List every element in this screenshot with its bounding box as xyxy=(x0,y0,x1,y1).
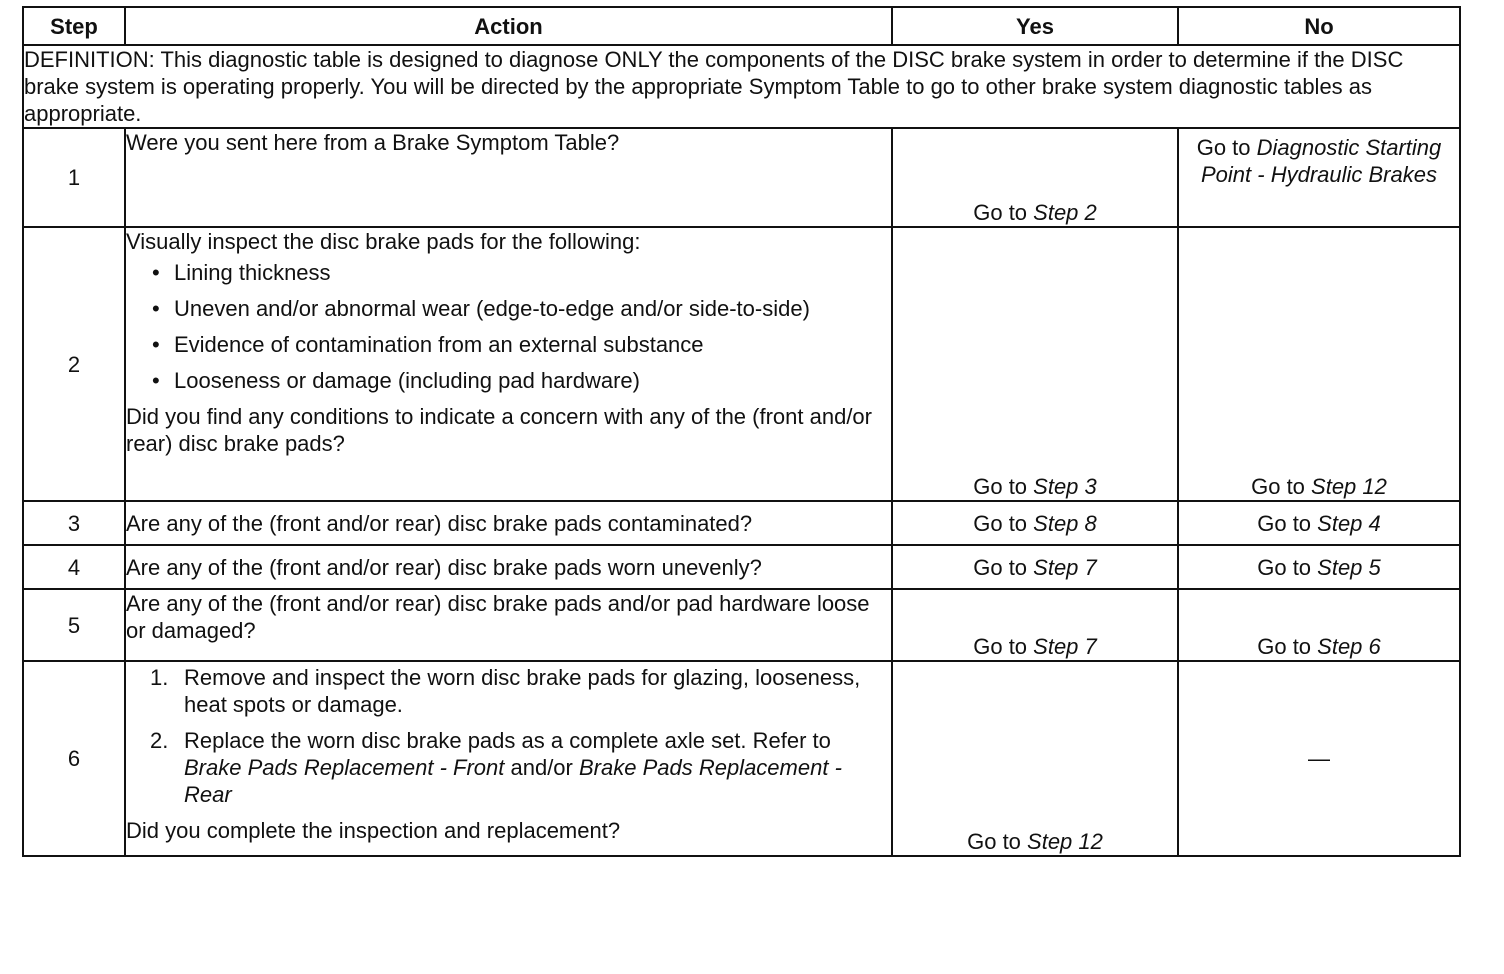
yes-prefix: Go to xyxy=(973,510,1034,536)
table-row xyxy=(23,128,1460,227)
instruction-number: 1. xyxy=(150,665,169,690)
list-item: • Lining thickness xyxy=(174,259,891,286)
table-row xyxy=(23,501,1460,545)
yes-prefix: Go to xyxy=(973,200,1034,225)
header-yes: Yes xyxy=(892,7,1178,45)
step-number: 4 xyxy=(23,545,125,589)
yes-cell xyxy=(892,589,1178,661)
yes-prefix: Go to xyxy=(973,474,1034,499)
action-cell xyxy=(125,589,892,661)
action-question: Did you find any conditions to indicate a concern with any of the (front and/or rear) disc brake pads? xyxy=(126,404,872,456)
no-prefix: Go to xyxy=(1257,510,1318,536)
step-number: 1 xyxy=(23,128,125,227)
instruction-item xyxy=(150,664,891,718)
step-number: 5 xyxy=(23,589,125,661)
yes-cell xyxy=(892,227,1178,501)
no-step-ref: Step 6 xyxy=(1317,634,1381,659)
diagnostic-table xyxy=(22,6,1461,857)
inspection-list xyxy=(126,259,891,394)
no-step-ref: Step 5 xyxy=(1317,554,1381,580)
procedure-ref: Brake Pads Replacement - Front xyxy=(184,755,505,780)
action-cell xyxy=(125,545,892,589)
no-dash: — xyxy=(1308,746,1330,771)
table-row xyxy=(23,661,1460,856)
step-number: 2 xyxy=(23,227,125,501)
instruction-item xyxy=(150,727,891,808)
header-action: Action xyxy=(125,7,892,45)
header-no: No xyxy=(1178,7,1460,45)
instruction-number: 2. xyxy=(150,728,169,753)
yes-cell xyxy=(892,545,1178,589)
no-step-ref: Step 12 xyxy=(1311,474,1387,499)
definition-row xyxy=(23,45,1460,128)
yes-step-ref: Step 7 xyxy=(1033,634,1097,659)
yes-prefix: Go to xyxy=(967,829,1028,854)
step-number: 3 xyxy=(23,501,125,545)
action-cell xyxy=(125,501,892,545)
no-prefix: Go to xyxy=(1251,474,1312,499)
yes-step-ref: Step 7 xyxy=(1033,554,1097,580)
yes-prefix: Go to xyxy=(973,634,1034,659)
action-cell xyxy=(125,128,892,227)
no-step-ref: Step 4 xyxy=(1317,510,1381,536)
no-cell xyxy=(1178,128,1460,227)
instruction-text: Remove and inspect the worn disc brake pads for glazing, looseness, heat spots or damage. xyxy=(184,665,861,717)
yes-prefix: Go to xyxy=(973,554,1034,580)
no-cell xyxy=(1178,545,1460,589)
yes-cell xyxy=(892,128,1178,227)
table-header-row xyxy=(23,7,1460,45)
no-prefix: Go to xyxy=(1196,135,1257,160)
no-prefix: Go to xyxy=(1257,554,1318,580)
no-cell xyxy=(1178,589,1460,661)
yes-step-ref: Step 3 xyxy=(1033,474,1097,499)
yes-cell xyxy=(892,501,1178,545)
action-question: Were you sent here from a Brake Symptom Table? xyxy=(126,130,620,155)
yes-cell xyxy=(892,661,1178,856)
step-number: 6 xyxy=(23,661,125,856)
action-question: Are any of the (front and/or rear) disc brake pads worn unevenly? xyxy=(126,554,762,580)
list-item: • Uneven and/or abnormal wear (edge-to-edge and/or side-to-side) xyxy=(174,295,891,322)
list-item: • Evidence of contamination from an external substance xyxy=(174,331,891,358)
instruction-text: and/or xyxy=(504,755,579,780)
yes-step-ref: Step 2 xyxy=(1033,200,1097,225)
action-cell xyxy=(125,227,892,501)
table-row xyxy=(23,589,1460,661)
action-question: Did you complete the inspection and replacement? xyxy=(126,818,621,843)
instruction-text: Replace the worn disc brake pads as a complete axle set. Refer to xyxy=(184,728,831,753)
definition-text: DEFINITION: This diagnostic table is designed to diagnose ONLY the components of the DISC brake system in order to determine if the DISC brake system is operating properly. You will be directed by the appropriate Symptom Table to go to other brake system diagnostic tables as appropriate. xyxy=(23,45,1460,128)
table-row xyxy=(23,227,1460,501)
yes-step-ref: Step 12 xyxy=(1027,829,1103,854)
no-cell xyxy=(1178,501,1460,545)
action-cell xyxy=(125,661,892,856)
no-cell xyxy=(1178,661,1460,856)
table-row xyxy=(23,545,1460,589)
action-question: Are any of the (front and/or rear) disc brake pads and/or pad hardware loose or damaged? xyxy=(126,591,870,643)
no-step-ref: Diagnostic Starting Point - Hydraulic Brakes xyxy=(1201,135,1442,187)
instruction-list xyxy=(126,664,891,808)
yes-step-ref: Step 8 xyxy=(1033,510,1097,536)
action-question: Are any of the (front and/or rear) disc brake pads contaminated? xyxy=(126,510,753,536)
header-step: Step xyxy=(23,7,125,45)
action-intro: Visually inspect the disc brake pads for the following: xyxy=(126,229,641,254)
no-cell xyxy=(1178,227,1460,501)
no-prefix: Go to xyxy=(1257,634,1318,659)
list-item: • Looseness or damage (including pad hardware) xyxy=(174,367,891,394)
procedure-ref: Brake Pads Replacement - Rear xyxy=(184,755,842,807)
